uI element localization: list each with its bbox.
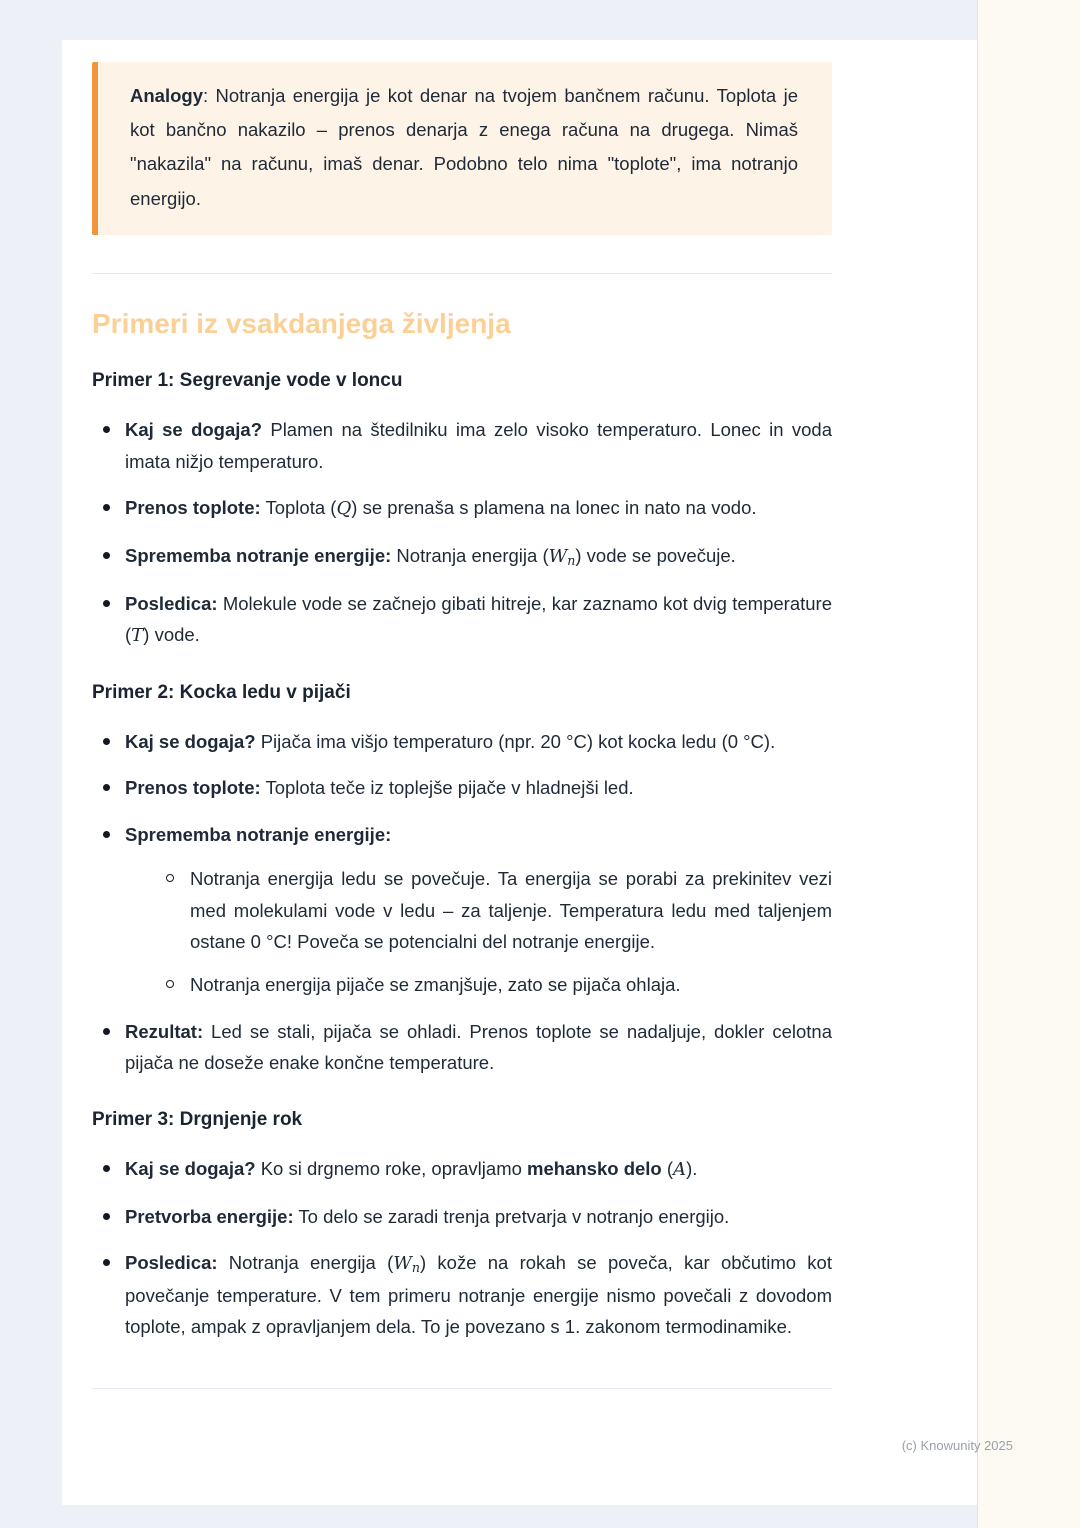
bullet-text: Toplota teče iz toplejše pijače v hladnejši led. [260,777,634,799]
analogy-paragraph [130,79,798,216]
example-3-heading: Primer 3: Drgnjenje rok [92,1108,303,1130]
sub-bullet-icon [166,980,174,988]
document-content [92,62,832,1389]
analogy-text: : Notranja energija je kot denar na tvojem bančnem računu. Toplota je kot bančno nakazilo – prenos denarja z enega računa na drugega. Nimaš "nakazila" na računu, imaš denar. Podobno telo nima "toplote", ima notranjo energijo. [130,85,798,209]
list-item [92,1201,832,1232]
list-item [92,772,832,803]
sub-bullet-text: Notranja energija ledu se povečuje. Ta energija se porabi za prekinitev vezi med molekulami vode v ledu – za taljenje. Temperatura ledu med taljenjem ostane 0 °C! Poveča se potencialni del notranje energije. [190,868,832,952]
sub-list-item [157,969,832,1000]
sub-bullet-text: Notranja energija pijače se zmanjšuje, zato se pijača ohlaja. [190,974,681,996]
bullet-text: Plamen na štedilniku ima zelo visoko temperaturo. Lonec in voda imata nižjo temperaturo. [125,419,832,472]
example-1-heading: Primer 1: Segrevanje vode v loncu [92,370,403,392]
example-2-heading: Primer 2: Kocka ledu v pijači [92,681,351,703]
bullet-icon [103,426,110,433]
section-title: Primeri iz vsakdanjega življenja [92,307,511,339]
list-item [92,588,832,652]
bullet-icon [103,1165,110,1172]
example-2-list [92,726,832,1079]
bullet-lead: Rezultat: [125,1020,204,1042]
bullet-icon [103,784,110,791]
bullet-lead: Sprememba notranje energije: [125,823,392,845]
math-subscript-n: n [567,552,576,568]
bullet-text: ) vode se povečuje. [575,544,736,566]
page-edge [977,0,1080,1528]
bullet-text: ). [686,1157,698,1179]
math-symbol-Q: Q [336,497,352,519]
bullet-text: Pijača ima višjo temperaturo (npr. 20 °C) kot kocka ledu (0 °C). [255,730,776,752]
list-item [92,492,832,525]
bullet-text: Toplota ( [260,496,337,518]
section-divider-top [92,273,832,274]
bullet-lead: Kaj se dogaja? [125,730,256,752]
bullet-text: Led se stali, pijača se ohladi. Prenos toplote se nadaljuje, dokler celotna pijača ne doseže enake končne temperature. [125,1020,832,1074]
bullet-icon [103,552,110,559]
copyright-watermark: (c) Knowunity 2025 [901,1438,1013,1453]
bullet-text: Notranja energija ( [217,1252,394,1273]
math-symbol-W: W [548,545,568,567]
section-divider-bottom [92,1388,832,1389]
example-3-list [92,1153,832,1343]
bullet-icon [103,1028,110,1035]
bullet-lead: Posledica: [125,592,218,614]
bullet-emphasis: mehansko delo [527,1157,662,1179]
analogy-callout [92,62,832,235]
bullet-text: ) vode. [143,624,200,645]
bullet-lead: Prenos toplote: [125,496,261,518]
list-item [92,819,832,1001]
analogy-label: Analogy [130,85,203,106]
bullet-icon [103,738,110,745]
bullet-icon [103,1259,110,1266]
bullet-text: ) kože na rokah se poveča, kar občutimo kot povečanje temperature. V tem primeru notranje energije nismo povečali z dovodom toplote, ampak z opravljanjem dela. To je povezano s 1. zakonom termodinamike. [125,1252,832,1338]
sub-list [157,863,832,1001]
list-item [92,1247,832,1343]
math-symbol-T: T [131,625,144,646]
sub-bullet-icon [166,874,174,882]
bullet-icon [103,1213,110,1220]
bullet-lead: Prenos toplote: [125,777,261,799]
list-item [92,540,832,573]
bullet-text: Molekule vode se začnejo gibati hitreje, kar zaznamo kot dvig temperature ( [125,592,832,645]
sub-list-item [157,863,832,957]
bullet-lead: Pretvorba energije: [125,1205,294,1227]
list-item [92,726,832,757]
list-item [92,414,832,477]
bullet-text: To delo se zaradi trenja pretvarja v notranjo energijo. [293,1205,730,1227]
math-symbol-W: W [393,1253,412,1274]
list-item [92,1153,832,1186]
math-symbol-A: A [673,1158,687,1180]
bullet-text: ) se prenaša s plamena na lonec in nato na vodo. [351,496,757,518]
bullet-text: Ko si drgnemo roke, opravljamo [255,1157,528,1179]
example-1-list [92,414,832,652]
bullet-icon [103,831,110,838]
bullet-lead: Posledica: [125,1252,218,1273]
list-item [92,1016,832,1079]
math-subscript-n: n [411,1260,420,1276]
bullet-lead: Sprememba notranje energije: [125,544,392,566]
bullet-icon [103,600,110,607]
bullet-text: Notranja energija ( [391,544,549,566]
bullet-icon [103,504,110,511]
bullet-lead: Kaj se dogaja? [125,1157,256,1179]
bullet-text: ( [661,1157,674,1179]
bullet-lead: Kaj se dogaja? [125,419,262,441]
document-page [62,40,977,1505]
